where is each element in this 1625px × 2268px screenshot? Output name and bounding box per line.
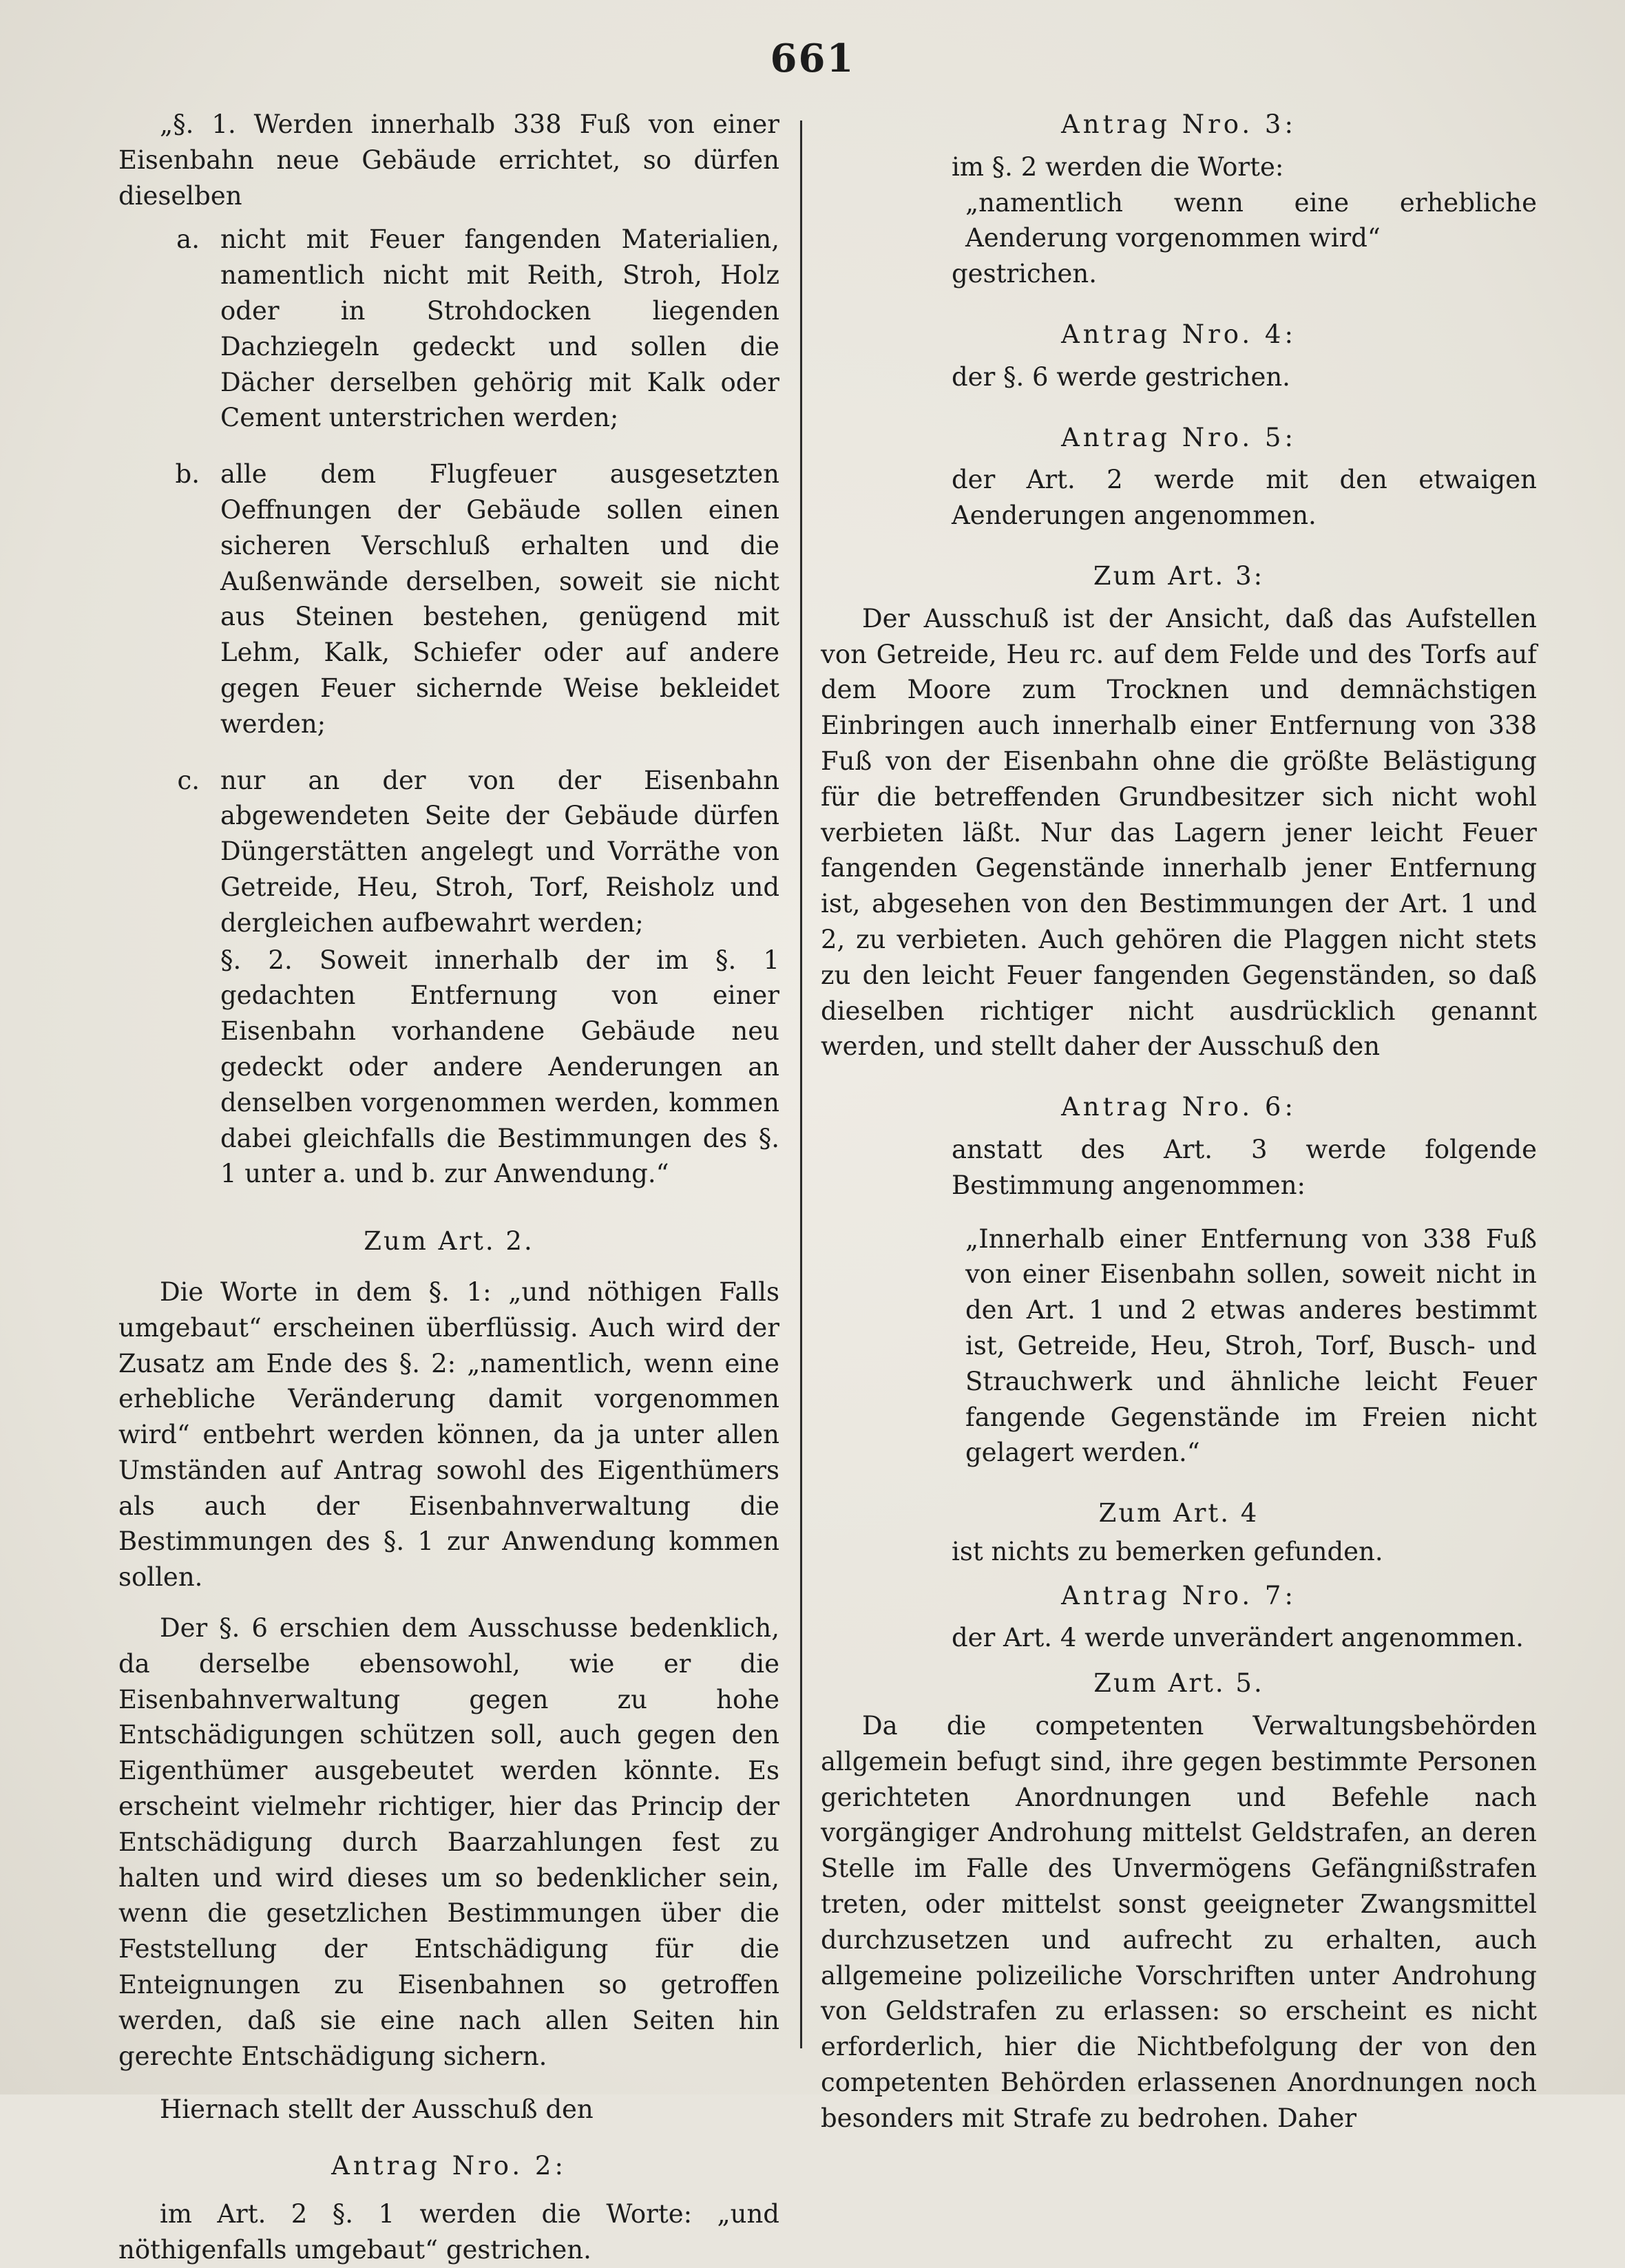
paragraph-hiernach: Hiernach stellt der Ausschuß den: [160, 2094, 594, 2125]
paragraph-antrag-4: der §. 6 werde gestrichen.: [952, 361, 1290, 392]
heading-art-4: Zum Art. 4: [1098, 1498, 1259, 1529]
heading-art-5: Zum Art. 5.: [1093, 1668, 1264, 1699]
heading-antrag-4: Antrag Nro. 4:: [1061, 319, 1297, 349]
paragraph-art-2-b: Der §. 6 erschien dem Ausschusse bedenklich, da derselbe ebensowohl, wie er die Eisenbahnverwaltung gegen zu hohe Entschädigungen schützen soll, auch gegen den Eigenthümer ausgebeutet werden könnte. Es erscheint vielmehr richtiger, hier das Princip der Entschädigung durch Baarzahlungen fest zu halten und wird dieses um so bedenklicher sein, wenn die gesetzlichen Bestimmungen über die Feststellung der Entschädigung für die Enteignungen zu Eisenbahnen so getroffen werden, daß sie eine nach allen Seiten hin gerechte Entschädigung sichern.: [118, 1613, 779, 2071]
heading-art-2: Zum Art. 2.: [364, 1226, 534, 1257]
page-number: 661: [770, 36, 855, 81]
heading-antrag-2: Antrag Nro. 2:: [331, 2151, 567, 2181]
left-column: [118, 107, 779, 2268]
heading-art-3: Zum Art. 3:: [1093, 560, 1265, 591]
list-item-label: c.: [177, 765, 200, 795]
column-divider: [800, 120, 802, 2048]
paragraph-antrag-6: anstatt des Art. 3 werde folgende Bestimmung angenommen:: [952, 1134, 1537, 1200]
paragraph-antrag-3-end: gestrichen.: [952, 259, 1097, 289]
paragraph-art-5: Da die competenten Verwaltungsbehörden allgemein befugt sind, ihre gegen bestimmte Personen gerichteten Anordnungen und Befehle nach vorgängiger Androhung mittelst Geldstrafen, an deren Stelle im Falle des Unvermögens Gefängnißstrafen treten, oder mittelst sonst geeigneter Zwangsmittel durchzusetzen und aufrecht zu erhalten, auch allgemeine polizeiliche Vorschriften unter Androhung von Geldstrafen zu erlassen: so erscheint es nicht erforderlich, hier die Nichtbefolgung der von den competenten Behörden erlassenen Anordnungen noch besonders mit Strafe zu bedrohen. Daher: [821, 1711, 1537, 2133]
list-item-label: a.: [176, 224, 200, 255]
paragraph-art-4: ist nichts zu bemerken gefunden.: [952, 1536, 1383, 1566]
list-item-label: b.: [175, 459, 200, 490]
paragraph-antrag-5: der Art. 2 werde mit den etwaigen Aenderungen angenommen.: [952, 465, 1537, 531]
heading-antrag-7: Antrag Nro. 7:: [1061, 1580, 1297, 1610]
quote-antrag-3: „namentlich wenn eine erhebliche Aenderung vorgenommen wird“: [965, 187, 1537, 253]
quote-antrag-6: „Innerhalb einer Entfernung von 338 Fuß von einer Eisenbahn sollen, soweit nicht in den Art. 1 und 2 etwas anderes bestimmt ist, Getreide, Heu, Stroh, Torf, Busch- und Strauchwerk und ähnliche leicht Feuer fangende Gegenstände im Freien nicht gelagert werden.“: [965, 1224, 1537, 1468]
paragraph-art-3: Der Ausschuß ist der Ansicht, daß das Aufstellen von Getreide, Heu rc. auf dem Felde und des Torfs auf dem Moore zum Trocknen und demnächstigen Einbringen auch innerhalb einer Entfernung von 338 Fuß von der Eisenbahn ohne die größte Belästigung für die betreffenden Grundbesitzer sich nicht wohl verbieten läßt. Nur das Lagern jener leicht Feuer fangenden Gegenstände innerhalb jener Entfernung ist, abgesehen von den Bestimmungen der Art. 1 und 2, zu verbieten. Auch gehören die Plaggen nicht stets zu den leicht Feuer fangenden Gegenständen, so daß dieselben richtiger nicht ausdrücklich genannt werden, und stellt daher der Ausschuß den: [821, 603, 1537, 1062]
right-column: [821, 107, 1537, 2136]
paragraph-antrag-2: im Art. 2 §. 1 werden die Worte: „und nöthigenfalls umgebaut“ gestrichen.: [118, 2199, 779, 2265]
paragraph-antrag-3-line: im §. 2 werden die Worte:: [952, 151, 1284, 182]
heading-antrag-3: Antrag Nro. 3:: [1061, 109, 1297, 139]
list-item-c: [118, 763, 779, 941]
paragraph-section-2: [118, 943, 779, 1193]
paragraph-section-1-intro: „§. 1. Werden innerhalb 338 Fuß von einer Eisenbahn neue Gebäude errichtet, so dürfen dieselben: [118, 109, 779, 211]
list-item-text: nur an der von der Eisenbahn abgewendeten Seite der Gebäude dürfen Düngerstätten angelegt und Vorräthe von Getreide, Heu, Stroh, Torf, Reisholz und dergleichen aufbewahrt werden;: [220, 765, 779, 938]
list-item-a: [118, 222, 779, 436]
paragraph-art-2-a: Die Worte in dem §. 1: „und nöthigen Falls umgebaut“ erscheinen überflüssig. Auch wird der Zusatz am Ende des §. 2: „namentlich, wenn eine erhebliche Veränderung damit vorgenommen wird“ entbehrt werden können, da ja unter allen Umständen auf Antrag sowohl des Eigenthümers als auch der Eisenbahnverwaltung die Bestimmungen des §. 1 zur Anwendung kommen sollen.: [118, 1277, 779, 1593]
list-item-text: nicht mit Feuer fangenden Materialien, namentlich nicht mit Reith, Stroh, Holz oder in Strohdocken liegenden Dachziegeln gedeckt und sollen die Dächer derselben gehörig mit Kalk oder Cement unterstrichen werden;: [220, 224, 779, 433]
list-item-text: alle dem Flugfeuer ausgesetzten Oeffnungen der Gebäude sollen einen sicheren Verschluß erhalten und die Außenwände derselben, soweit sie nicht aus Steinen bestehen, genügend mit Lehm, Kalk, Schiefer oder auf andere gegen Feuer sichernde Weise bekleidet werden;: [220, 459, 779, 739]
paragraph-section-2-text: §. 2. Soweit innerhalb der im §. 1 gedachten Entfernung von einer Eisenbahn vorhandene Gebäude neu gedeckt oder andere Aenderungen an denselben vorgenommen werden, kommen dabei gleichfalls die Bestimmungen des §. 1 unter a. und b. zur Anwendung.“: [220, 945, 779, 1189]
list-item-b: [118, 456, 779, 742]
heading-antrag-5: Antrag Nro. 5:: [1061, 422, 1297, 452]
heading-antrag-6: Antrag Nro. 6:: [1061, 1092, 1297, 1122]
paragraph-antrag-7: der Art. 4 werde unverändert angenommen.: [952, 1623, 1524, 1653]
